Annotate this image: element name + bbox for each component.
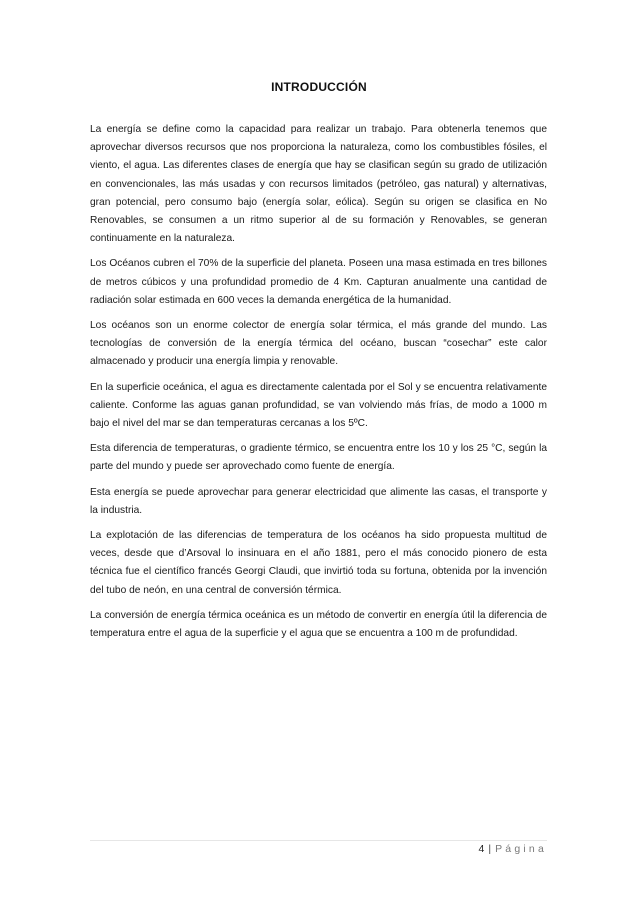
body-text [90, 121, 547, 650]
paragraph-thermal-gradient: Esta diferencia de temperaturas, o gradiente térmico, se encuentra entre los 10 y los 25 °C, según la parte del mundo y puede ser aprovechado como fuente de energía. [90, 443, 547, 473]
paragraph-ocean-surface: En la superficie oceánica, el agua es directamente calentada por el Sol y se encuentra relativamente caliente. Conforme las aguas ganan profundidad, se van volviendo más frías, de modo a 1000 m bajo el nivel del mar se dan temperaturas cercanas a los 5ºC. [90, 381, 547, 430]
page-word: Página [495, 843, 547, 855]
paragraph-otec-method: La conversión de energía térmica oceánica es un método de convertir en energía útil la diferencia de temperatura entre el agua de la superficie y el agua que se encuentra a 100 m de profundidad. [90, 609, 547, 640]
paragraph-energy-definition: La energía se define como la capacidad para realizar un trabajo. Para obtenerla tenemos que aprovechar diversos recursos que nos proporciona la naturaleza, como los combustibles fósiles, el viento, el agua. Las diferentes clases de energía que hay se clasifican según su grado de utilización en convencionales, las más usadas y con recursos limitados (petróleo, gas natural) y alternativas, gran potencial, pero consumo bajo (energía solar, eólica). Según su origen se clasifica en No Renovables, se consumen a un ritmo superior al de su formación y Renovables, se generan continuamente en la naturaleza. [90, 124, 547, 245]
footer-separator: | [488, 843, 492, 855]
paragraph-oceans-coverage: Los Océanos cubren el 70% de la superficie del planeta. Poseen una masa estimada en tres billones de metros cúbicos y una profundidad promedio de 4 Km. Capturan anualmente una cantidad de radiación solar estimada en 600 veces la demanda energética de la humanidad. [90, 258, 547, 306]
page-number: 4 [478, 843, 485, 855]
paragraph-electricity-use: Esta energía se puede aprovechar para generar electricidad que alimente las casas, el transporte y la industria. [90, 486, 547, 516]
page-title: INTRODUCCIÓN [271, 80, 367, 94]
paragraph-solar-collector: Los océanos son un enorme colector de energía solar térmica, el más grande del mundo. Las tecnologías de conversión de la energía térmica del océano, buscan “cosechar” este calor almacenado y producir una energía limpia y renovable. [90, 320, 547, 368]
page-footer [479, 843, 547, 855]
footer-divider [90, 840, 547, 841]
paragraph-history: La explotación de las diferencias de temperatura de los océanos ha sido propuesta multitud de veces, desde que d’Arsoval lo insinuara en el año 1881, pero el más conocido pionero de esta técnica fue el científico francés Georgi Claudi, que invirtió toda su fortuna, obtenida por la invención del tubo de neón, en una central de conversión térmica. [90, 530, 547, 596]
